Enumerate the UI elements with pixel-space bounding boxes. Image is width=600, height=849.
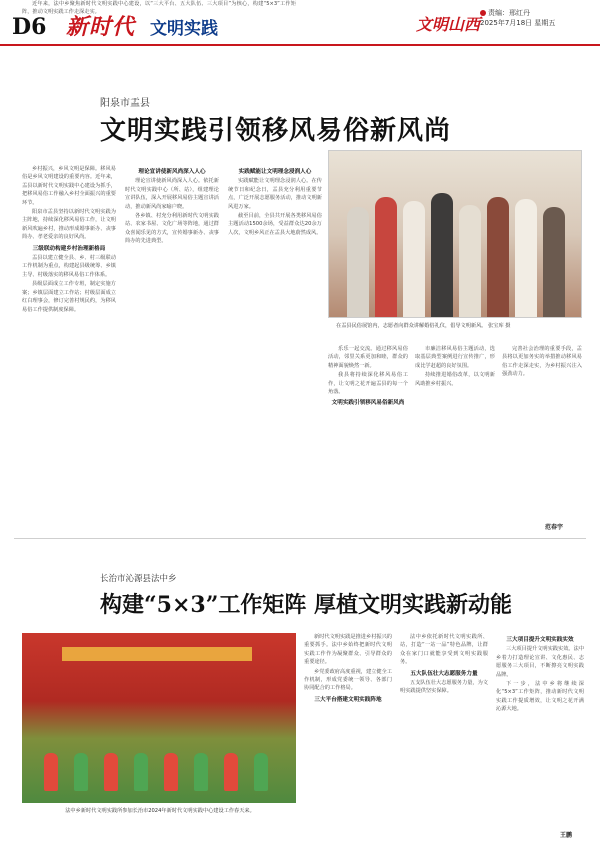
issue-meta — [480, 8, 555, 28]
paragraph: 三大项目提升文明实践实效。法中乡着力打造理论宣讲、文化惠民、志愿服务三大项目，不断擦亮文明实践品牌。 — [496, 646, 584, 678]
page-number: D6 — [12, 14, 47, 40]
section-subtitle: 文明实践 — [150, 19, 218, 39]
section-divider — [14, 538, 586, 539]
article1-author: 范春宇 — [545, 524, 564, 531]
paragraph: 新时代文明实践是推进乡村振兴的重要抓手。法中乡始终把新时代文明实践工作作为凝聚群众、引导群众的重要途径。 — [304, 634, 392, 666]
article1-title: 文明实践引领移风易俗新风尚 — [100, 116, 452, 146]
paragraph: 法中乡依托新时代文明实践所、站，打造“一站一品”特色品牌，让群众在家门口就能享受到文明实践服务。 — [400, 634, 488, 666]
paragraph: 近年来，法中乡聚焦新时代文明实践中心建设，以“三大平台、五大队伍、三大项目”为核心，构建“5×3”工作矩阵，推动文明实践工作走深走实。 — [22, 1, 296, 16]
paragraph: 市廉洁移风易俗主题活动，选取基层典型案例进行宣传推广，形成比学赶超的良好氛围。 — [415, 346, 495, 369]
issue-date: 2025年7月18日 星期五 — [480, 19, 556, 27]
article1-region: 阳泉市盂县 — [100, 98, 150, 109]
article1-photo — [328, 150, 582, 318]
paragraph: 实践赋能让文明理念浸润人心。在传统节日和纪念日，盂县充分利用重要节点，广泛开展志愿服务活动，推动文明新风进万家。 — [228, 178, 322, 210]
article1-col5 — [415, 345, 495, 389]
article1-col6 — [502, 345, 582, 380]
article2-region: 长治市沁源县法中乡 — [100, 574, 177, 584]
subheading: 三大项目提升文明实践实效 — [506, 637, 574, 643]
article2-body-right — [304, 633, 586, 849]
paragraph: 盂县以建立健全县、乡、村三级联动工作机制为重点，构建起县级统筹、乡镇主导、村级落实的移风易俗工作体系。 — [22, 255, 116, 278]
paragraph: 下一步，法中乡将继续深化“5×3”工作矩阵，推动新时代文明实践工作提质增效，让文明之花开满沁源大地。 — [496, 681, 584, 713]
subheading: 三大平台搭建文明实践阵地 — [314, 696, 382, 703]
article1-col3 — [228, 165, 322, 238]
article2-author: 王鹏 — [560, 832, 573, 839]
article2-photo-caption: 法中乡新时代文明实践所参加长治市2024年新时代文明实践中心建设工作春天来。 — [65, 808, 255, 814]
subheading: 五大队伍壮大志愿服务力量 — [410, 670, 478, 677]
paragraph: 乡村振兴，乡风文明是保障。移风易俗是乡风文明建设的重要内容。近年来，盂县以新时代文明实践中心建设为抓手，把移风易俗工作融入乡村全面振兴的重要环节。 — [22, 166, 116, 206]
paragraph: 持续推进婚俗改革，以文明新风助推乡村振兴。 — [415, 372, 495, 387]
article1-photo-caption: 在盂县民俗展馆内，志愿者向群众讲解婚俗礼仪，倡导文明新风。 张宝库 摄 — [336, 323, 511, 329]
subheading: 理论宣讲使新风尚深入人心 — [138, 169, 206, 175]
article2-title: 构建“5×3”工作矩阵 厚植文明实践新动能 — [100, 592, 513, 618]
subheading: 文明实践引领移风易俗新风尚 — [331, 400, 405, 407]
paragraph: 截至目前，全县共开展各类移风易俗主题活动1500余场，受益群众达20余万人次，文明乡风正在盂县大地蔚然成风。 — [228, 213, 322, 236]
article1-col1 — [22, 165, 116, 315]
article1-body-left — [22, 165, 322, 535]
editor-label: 责编：邢红丹 — [488, 9, 530, 17]
paragraph: 乡党委政府高度重视，建立健全工作机制，形成党委统一领导、各部门协同配合的工作格局。 — [304, 668, 392, 692]
article1-body-right — [328, 345, 582, 530]
paragraph: 乐乐一起交流。通过移风易俗活动，邻里关系更加和睦，群众的精神面貌焕然一新。 — [328, 346, 408, 369]
paper-name: 文明山西 — [416, 15, 481, 34]
article2-col1 — [304, 633, 392, 705]
logo-icon — [480, 10, 486, 16]
section-title: 新时代 — [66, 14, 136, 40]
article2-col3 — [496, 633, 584, 715]
article2-col2 — [400, 633, 488, 697]
subheading: 三级联动构建乡村治理新格局 — [32, 245, 106, 252]
paragraph: 五支队伍壮大志愿服务力量，为文明实践提供坚实保障。 — [400, 680, 488, 695]
paragraph: 阳泉市盂县坚持以新时代文明实践为主阵地，持续深化移风易俗工作，让文明新风吹遍乡村，推动形成婚事新办、丧事简办、孝老爱亲的良好风尚。 — [22, 209, 116, 241]
article2-body-left — [22, 0, 296, 31]
paragraph: 我县将持续深化移风易俗工作，让文明之花开遍盂县的每一个角落。 — [328, 372, 408, 396]
paragraph: 理论宣讲使新风尚深入人心。依托新时代文明实践中心（所、站），组建理论宣讲队伍，深入开展移风易俗主题宣讲活动，推动新风尚家喻户晓。 — [125, 178, 219, 210]
article1-col2 — [125, 165, 219, 247]
subheading: 实践赋能让文明理念浸润人心 — [238, 169, 312, 175]
article2-photo — [22, 633, 296, 803]
paragraph: 各乡镇、村充分利用新时代文明实践站、农家书屋、文化广场等阵地，通过群众喜闻乐见的方式，宣传婚事新办、丧事简办的先进典型。 — [125, 213, 219, 245]
article1-col4 — [328, 345, 408, 409]
paragraph: 县级层面成立工作专班，制定实施方案；乡镇层面建立工作站；村级层面成立红白理事会，修订完善村规民约，为移风易俗工作提供制度保障。 — [22, 281, 116, 313]
paragraph: 完善社会治理的重要手段，盂县将以更加务实的举措推动移风易俗工作走深走实，为乡村振兴注入强劲动力。 — [502, 346, 582, 378]
